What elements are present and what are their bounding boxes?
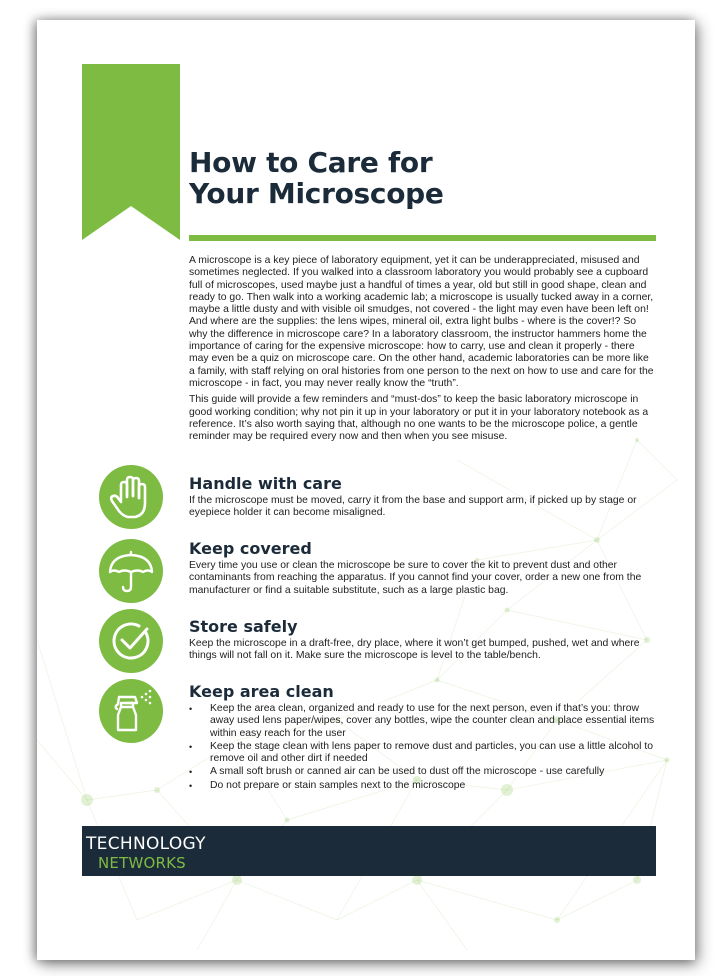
section-heading: Store safely [189,617,298,636]
list-item: • Keep the area clean, organized and ready to use for the next person, even if that’s you: throw away used lens paper/wipes, cover any bottles, wipe the counter clean and place essential items within easy reach for the user [189,703,656,740]
footer-brand-bar [82,826,656,876]
section-text: Every time you use or clean the microscope be sure to cover the kit to prevent dust and other contaminants from reaching the apparatus. If you cannot find your cover, order a new one from the manufacturer or find a suitable substitute, such as a large plastic bag. [189,560,642,596]
intro-paragraph-1: A microscope is a key piece of laboratory equipment, yet it can be underappreciated, misused and sometimes neglected. If you walked into a classroom laboratory you would probably see a cupboard full of microscopes, used maybe just a handful of times a year, old but still in good shape, clean and ready to go. Then walk into a working academic lab; a microscope is usually tucked away in a corner, maybe a little dusty and with visible oil smudges, not covered - the light may even have been left on! And where are the supplies: the lens wipes, mineral oil, extra light bulbs - where is the cover!? So why the difference in microscope care? In a laboratory classroom, the instructor hammers home the importance of caring for the expensive microscope: how to carry, use and clean it properly - there may even be a quiz on microscope care. On the other hand, academic laboratories can be more like a family, with staff relying on oral histories from one person to the next on how to use and care for the microscope - in fact, you may never really know the “truth”. [189,255,654,389]
section-heading: Keep area clean [189,682,334,701]
section-text: If the microscope must be moved, carry it from the base and support arm, if picked up by stage or eyepiece holder it can become misaligned. [189,495,637,519]
checkmark-icon [99,609,163,673]
title-underline-rule [189,235,656,241]
title-line-1: How to Care for [189,146,433,179]
title-line-2: Your Microscope [189,177,444,210]
section-store-safely [189,617,656,663]
section-keep-area-clean [189,682,656,793]
section-keep-covered [189,539,656,597]
list-item: • Do not prepare or stain samples next to the microscope [189,780,656,792]
spray-bottle-icon [99,679,163,743]
intro-text [189,255,656,447]
list-item: • Keep the stage clean with lens paper to remove dust and particles, you can use a little alcohol to remove oil and other dirt if needed [189,741,656,766]
bullet-list [189,703,656,792]
section-heading: Handle with care [189,474,342,493]
brand-networks-text: NETWORKS [98,854,186,872]
list-item: • A small soft brush or canned air can be used to dust off the microscope - use carefully [189,766,656,778]
intro-paragraph-2: This guide will provide a few reminders and “must-dos” to keep the basic laboratory microscope in good working condition; why not pin it up in your laboratory or put it in your laboratory notebook as a reference. It’s also worth saying that, although no one wants to be the microscope police, a gentle reminder may be required every now and then when you see misuse. [189,394,649,443]
brand-technology-text: TECHNOLOGY [86,834,206,854]
section-text: Keep the microscope in a draft-free, dry place, where it won’t get bumped, pushed, wet and where things will not fall on it. Make sure the microscope is level to the table/bench. [189,638,640,662]
green-ribbon-bookmark [82,64,180,240]
page-title [189,147,444,209]
document-page [37,20,695,960]
umbrella-icon [99,539,163,603]
section-heading: Keep covered [189,539,312,558]
section-handle-with-care [189,474,656,520]
hand-icon [99,465,163,529]
